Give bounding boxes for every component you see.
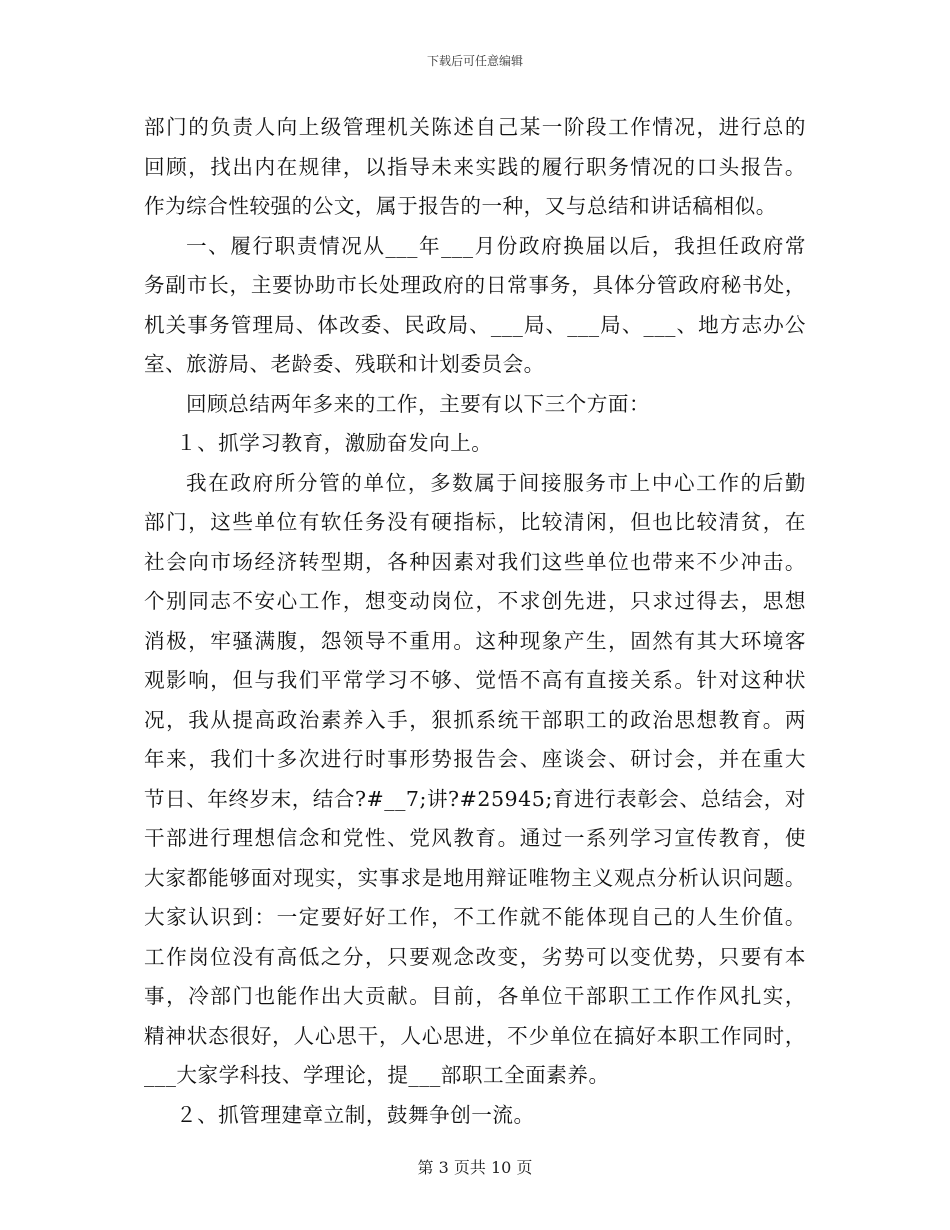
text-line: 室、旅游局、老龄委、残联和计划委员会。 bbox=[144, 352, 545, 376]
text-line: 回顾总结两年多来的工作，主要有以下三个方面： bbox=[186, 391, 651, 416]
text-line: 务副市长，主要协助市长处理政府的日常事务，具体分管政府秘书处， bbox=[144, 273, 806, 297]
text-line: 个别同志不安心工作，想变动岗位，不求创先进，只求过得去，思想 bbox=[144, 589, 806, 613]
text-line: 部门的负责人向上级管理机关陈述自己某一阶段工作情况，进行总的 bbox=[144, 115, 806, 139]
text-line: 工作岗位没有高低之分，只要观念改变，劣势可以变优势，只要有本 bbox=[144, 944, 806, 969]
text-line: 部门，这些单位有软任务没有硬指标，比较清闲，但也比较清贫，在 bbox=[144, 510, 806, 534]
text-line: 社会向市场经济转型期，各种因素对我们这些单位也带来不少冲击。 bbox=[144, 549, 806, 574]
subsection-heading-1: １、抓学习教育，激励奋发向上。 bbox=[176, 431, 493, 455]
text-line: 大家认识到：一定要好好工作，不工作就不能体现自己的人生价值。 bbox=[144, 905, 806, 929]
text-line: ___大家学科技、学理论，提___部职工全面素养。 bbox=[144, 1063, 610, 1087]
text-line: 机关事务管理局、体改委、民政局、___局、___局、___、地方志办公 bbox=[144, 312, 806, 337]
page-header: 下载后可任意编辑 bbox=[426, 54, 523, 68]
section-heading-1: 一、履行职责情况从___年___月份政府换届以后，我担任政府常 bbox=[186, 233, 806, 258]
text-line: 节日、年终岁末，结合?#__7;讲?#25945;育进行表彰会、总结会，对 bbox=[144, 786, 806, 811]
text-line: 消极，牢骚满腹，怨领导不重用。这种现象产生，固然有其大环境客 bbox=[144, 628, 806, 653]
text-line: 回顾，找出内在规律，以指导未来实践的履行职务情况的口头报告。 bbox=[144, 154, 806, 179]
text-line: 作为综合性较强的公文，属于报告的一种，又与总结和讲话稿相似。 bbox=[144, 194, 777, 218]
document-body bbox=[144, 108, 806, 1135]
text-line: 观影响，但与我们平常学习不够、觉悟不高有直接关系。针对这种状 bbox=[144, 668, 806, 692]
text-line: 事，冷部门也能作出大贡献。目前，各单位干部职工工作作风扎实， bbox=[144, 984, 806, 1008]
text-line: 我在政府所分管的单位，多数属于间接服务市上中心工作的后勤 bbox=[186, 470, 806, 495]
page-footer: 第 3 页共 10 页 bbox=[417, 1158, 533, 1177]
text-line: 年来，我们十多次进行时事形势报告会、座谈会、研讨会，并在重大 bbox=[144, 747, 806, 771]
text-line: 精神状态很好，人心思干，人心思进，不少单位在搞好本职工作同时， bbox=[144, 1023, 806, 1048]
subsection-heading-2: ２、抓管理建章立制，鼓舞争创一流。 bbox=[176, 1102, 535, 1127]
text-line: 况，我从提高政治素养入手，狠抓系统干部职工的政治思想教育。两 bbox=[144, 707, 806, 732]
text-line: 大家都能够面对现实，实事求是地用辩证唯物主义观点分析认识问题。 bbox=[144, 865, 806, 890]
text-line: 干部进行理想信念和党性、党风教育。通过一系列学习宣传教育，使 bbox=[144, 826, 806, 850]
